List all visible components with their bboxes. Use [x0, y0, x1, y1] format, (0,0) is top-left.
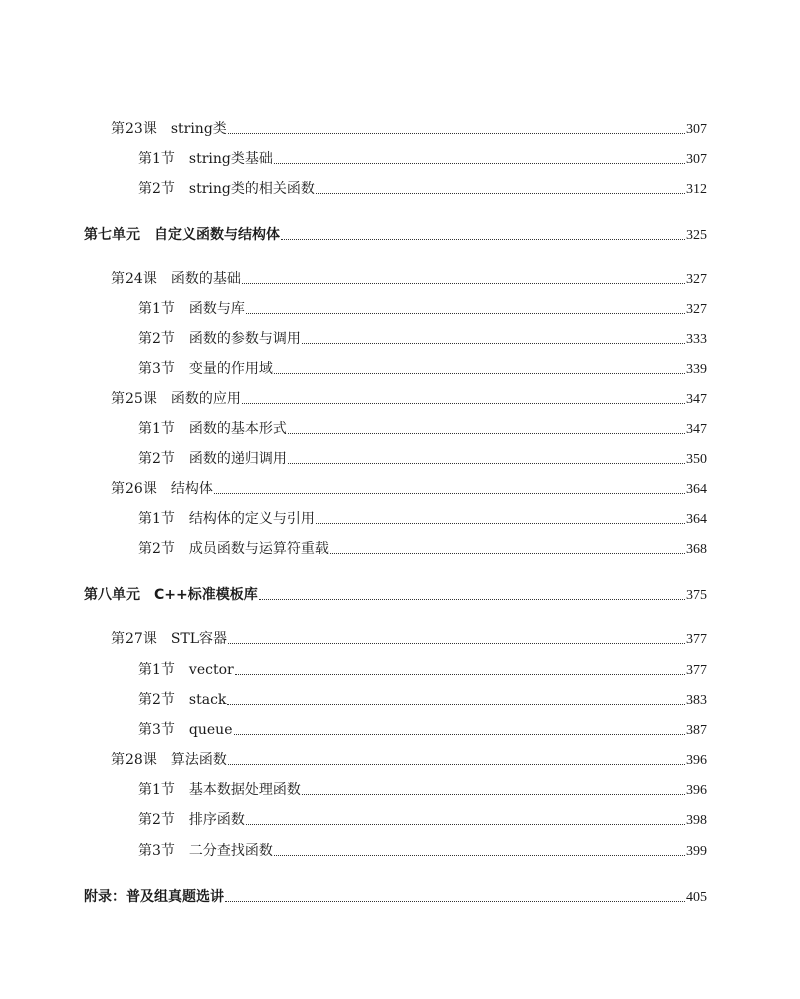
toc-title: 变量的作用域 [188, 361, 273, 377]
toc-page-number: 307 [686, 152, 707, 167]
toc-number: 第3节 [138, 361, 175, 377]
toc-number: 第25课 [111, 391, 157, 407]
toc-lesson-23[interactable] [0, 118, 800, 140]
toc-number: 第1节 [138, 151, 175, 167]
toc-title: 函数的基础 [170, 271, 241, 287]
toc-section[interactable] [0, 298, 800, 320]
dot-leader [214, 492, 685, 494]
toc-title: string类 [170, 121, 227, 137]
toc-title: 排序函数 [188, 812, 245, 828]
toc-title: 二分查找函数 [188, 843, 273, 859]
toc-lesson-27[interactable] [0, 628, 800, 650]
toc-title: C++标准模板库 [154, 587, 258, 603]
toc-number: 第28课 [111, 752, 157, 768]
toc-page-number: 347 [686, 392, 707, 407]
dot-leader [246, 823, 685, 825]
dot-leader [228, 132, 685, 134]
dot-leader [316, 192, 685, 194]
dot-leader [330, 552, 685, 554]
dot-leader [235, 673, 685, 675]
toc-section[interactable] [0, 508, 800, 530]
toc-section[interactable] [0, 659, 800, 681]
toc-section[interactable] [0, 328, 800, 350]
toc-title: 自定义函数与结构体 [154, 227, 280, 243]
toc-unit-7[interactable] [0, 224, 800, 246]
dot-leader [316, 522, 685, 524]
toc-lesson-25[interactable] [0, 388, 800, 410]
toc-title: 附录：普及组真题选讲 [84, 889, 224, 905]
toc-page-number: 375 [686, 588, 707, 603]
dot-leader [274, 372, 685, 374]
toc-page-number: 325 [686, 228, 707, 243]
toc-number: 第23课 [111, 121, 157, 137]
toc-number: 第2节 [138, 692, 175, 708]
dot-leader [242, 282, 685, 284]
toc-title: string类的相关函数 [188, 181, 315, 197]
dot-leader [246, 312, 685, 314]
toc-section[interactable] [0, 418, 800, 440]
dot-leader [281, 238, 685, 240]
toc-number: 第27课 [111, 631, 157, 647]
toc-title: queue [188, 722, 233, 738]
toc-section[interactable] [0, 779, 800, 801]
toc-page-number: 327 [686, 272, 707, 287]
toc-lesson-24[interactable] [0, 268, 800, 290]
dot-leader [288, 432, 685, 434]
toc-page-number: 368 [686, 542, 707, 557]
toc-section[interactable] [0, 178, 800, 200]
dot-leader [274, 854, 685, 856]
toc-number: 第2节 [138, 541, 175, 557]
toc-page-number: 377 [686, 663, 707, 678]
toc-page-number: 396 [686, 753, 707, 768]
toc-page-number: 364 [686, 482, 707, 497]
toc-title: stack [188, 692, 227, 708]
toc-number: 第1节 [138, 662, 175, 678]
toc-number: 第1节 [138, 421, 175, 437]
toc-page-number: 399 [686, 844, 707, 859]
toc-section[interactable] [0, 148, 800, 170]
toc-title: 函数的参数与调用 [188, 331, 301, 347]
dot-leader [242, 402, 685, 404]
toc-number: 第1节 [138, 511, 175, 527]
toc-title: 基本数据处理函数 [188, 782, 301, 798]
toc-section[interactable] [0, 719, 800, 741]
toc-page-number: 387 [686, 723, 707, 738]
toc-number: 第八单元 [84, 587, 140, 603]
toc-title: 函数的基本形式 [188, 421, 287, 437]
toc-title: 结构体的定义与引用 [188, 511, 315, 527]
toc-page-number: 347 [686, 422, 707, 437]
toc-number: 第3节 [138, 722, 175, 738]
toc-title: string类基础 [188, 151, 273, 167]
toc-page-number: 307 [686, 122, 707, 137]
toc-number: 第3节 [138, 843, 175, 859]
toc-title: 算法函数 [170, 752, 227, 768]
toc-page-number: 350 [686, 452, 707, 467]
toc-number: 第2节 [138, 331, 175, 347]
toc-section[interactable] [0, 538, 800, 560]
toc-lesson-26[interactable] [0, 478, 800, 500]
toc-number: 第2节 [138, 451, 175, 467]
dot-leader [234, 733, 686, 735]
toc-unit-8[interactable] [0, 584, 800, 606]
dot-leader [288, 462, 685, 464]
toc-page-number: 364 [686, 512, 707, 527]
toc-lesson-28[interactable] [0, 749, 800, 771]
dot-leader [259, 598, 685, 600]
toc-page-number: 396 [686, 783, 707, 798]
dot-leader [302, 342, 685, 344]
toc-number: 第2节 [138, 181, 175, 197]
toc-section[interactable] [0, 689, 800, 711]
toc-page-number: 383 [686, 693, 707, 708]
toc-page-number: 312 [686, 182, 707, 197]
toc-title: 结构体 [170, 481, 213, 497]
toc-section[interactable] [0, 448, 800, 470]
toc-title: 函数的递归调用 [188, 451, 287, 467]
dot-leader [227, 703, 685, 705]
toc-title: vector [188, 662, 234, 678]
toc-section[interactable] [0, 358, 800, 380]
toc-number: 第1节 [138, 301, 175, 317]
toc-page-number: 398 [686, 813, 707, 828]
toc-page-number: 377 [686, 632, 707, 647]
toc-title: 函数的应用 [170, 391, 241, 407]
toc-section[interactable] [0, 840, 800, 862]
dot-leader [225, 900, 685, 902]
toc-number: 第2节 [138, 812, 175, 828]
toc-number: 第七单元 [84, 227, 140, 243]
dot-leader [228, 763, 685, 765]
toc-title: STL容器 [170, 631, 228, 647]
toc-appendix[interactable] [0, 886, 800, 908]
toc-page-number: 339 [686, 362, 707, 377]
dot-leader [274, 162, 685, 164]
toc-page-number: 405 [686, 890, 707, 905]
toc-title: 函数与库 [188, 301, 245, 317]
toc-title: 成员函数与运算符重载 [188, 541, 329, 557]
dot-leader [302, 793, 685, 795]
dot-leader [228, 642, 685, 644]
toc-section[interactable] [0, 809, 800, 831]
toc-number: 第24课 [111, 271, 157, 287]
toc-number: 第1节 [138, 782, 175, 798]
toc-page-number: 327 [686, 302, 707, 317]
toc-page-number: 333 [686, 332, 707, 347]
toc-number: 第26课 [111, 481, 157, 497]
